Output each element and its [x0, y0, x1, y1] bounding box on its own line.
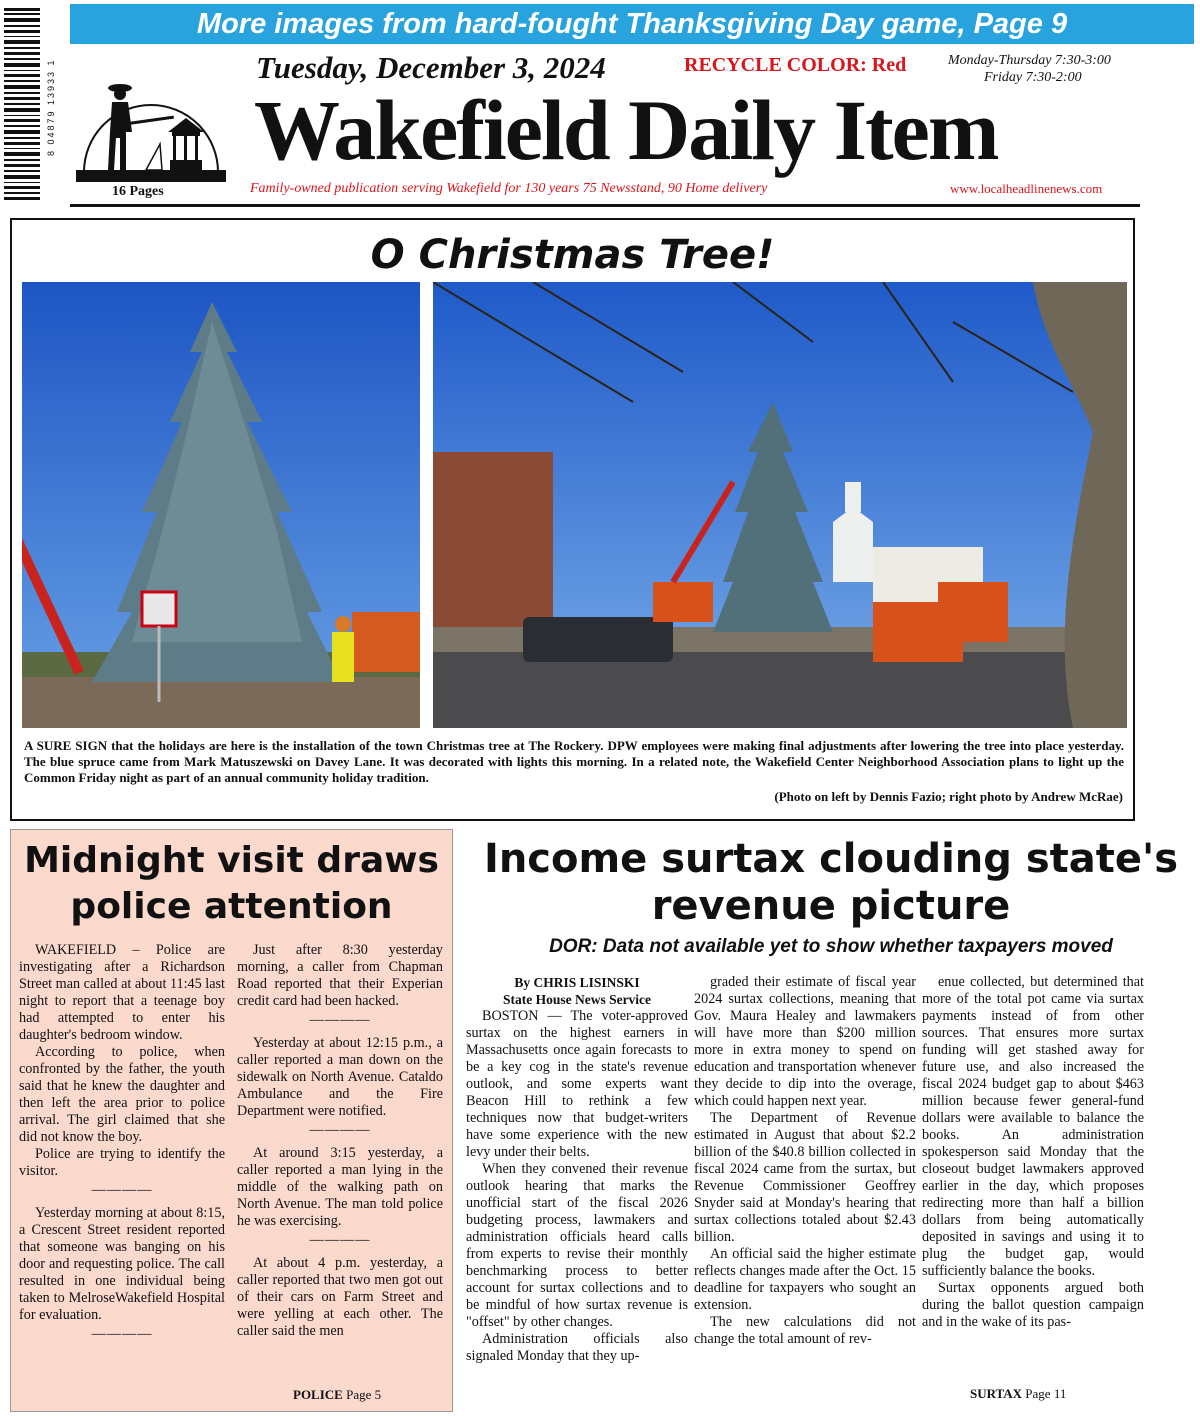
hours-weekday: Monday-Thursday 7:30-3:00 — [948, 53, 1111, 68]
jump-page: Page 11 — [1022, 1386, 1067, 1401]
police-column-1 — [19, 942, 225, 1349]
photo-credit: (Photo on left by Dennis Fazio; right photo by Andrew McRae) — [774, 789, 1123, 804]
byline-author: By CHRIS LISINSKI — [514, 975, 640, 990]
surtax-subhead: DOR: Data not available yet to show whether taxpayers moved — [549, 936, 1113, 957]
police-jump-link[interactable] — [293, 1387, 381, 1403]
issue-date: Tuesday, December 3, 2024 — [256, 50, 606, 85]
paragraph: At around 3:15 yesterday, a caller reported a man lying in the middle of the walking path on North Avenue. The man told police he was exercising. — [237, 1145, 443, 1229]
byline-service: State House News Service — [502, 992, 652, 1007]
paragraph: Administration officials also signaled Monday that they up- — [466, 1331, 688, 1364]
paragraph: Yesterday morning at about 8:15, a Crescent Street resident reported that someone was banging on his door and requesting police. The call resulted in one individual being taken to MelroseWakefield Hospital for evaluation. — [19, 1205, 225, 1323]
hours-friday: Friday 7:30-2:00 — [984, 70, 1082, 85]
separator: ———— — [309, 1232, 371, 1248]
jump-page: Page 5 — [342, 1387, 382, 1402]
surtax-column-1 — [466, 974, 688, 1365]
barcode — [4, 4, 58, 210]
website-link[interactable]: www.localheadlinenews.com — [950, 181, 1103, 196]
minuteman-logo — [76, 52, 226, 188]
feature-title: O Christmas Tree! — [370, 232, 775, 278]
surtax-column-3 — [922, 974, 1144, 1331]
jump-word: POLICE — [293, 1387, 343, 1402]
paragraph: Yesterday at about 12:15 p.m., a caller reported a man down on the sidewalk on North Avenue. Cataldo Ambulance and the Fire Department were notified. — [237, 1035, 443, 1119]
separator: ———— — [309, 1012, 371, 1028]
police-column-2 — [237, 942, 443, 1340]
tree-photo-left[interactable] — [22, 282, 420, 728]
paragraph: Surtax opponents argued both during the ballot question campaign and in the wake of its pas- — [922, 1280, 1144, 1330]
page-count: 16 Pages — [112, 184, 164, 199]
paragraph: The Department of Revenue estimated in August that about $2.2 billion of the $40.8 billion collected in fiscal 2024 came from the surtax, but Revenue Commissioner Geoffrey Snyder said at Monday's hearing that surtax collections totaled about $2.43 billion. — [694, 1110, 916, 1245]
paragraph: WAKEFIELD – Police are investigating after a Richardson Street man called at about 11:45 last night to report that a teenage boy had attempted to enter his daughter's bedroom window. — [19, 942, 225, 1043]
paragraph: Just after 8:30 yesterday morning, a caller from Chapman Road reported that their Experian credit card had been hacked. — [237, 942, 443, 1009]
top-banner[interactable]: More images from hard-fought Thanksgiving Day game, Page 9 — [70, 4, 1194, 44]
paragraph: enue collected, but determined that more of the total pot came via surtax payments instead of from other sources. That ensures more surtax funding will get stashed away for future use, and also increased the fiscal 2024 budget gap to about $463 million because fewer general-fund dollars were available to balance the books. An administration spokesperson said Monday that the closeout budget lawmakers approved earlier in the day, which proposes redirecting more than half a billion dollars from being automatically deposited in savings and using it to plug the budget gap, would sufficiently balance the books. — [922, 974, 1144, 1279]
separator: ———— — [91, 1182, 153, 1198]
surtax-headline[interactable]: Income surtax clouding state's revenue picture — [483, 836, 1179, 929]
paragraph: When they convened their revenue outlook hearing that marks the unofficial start of the fiscal 2026 budgeting process, lawmakers and administration officials heard calls from experts to revise their monthly benchmarking process to better account for surtax collections and to be mindful of how surtax revenue is "offset" by other changes. — [466, 1161, 688, 1330]
separator: ———— — [91, 1326, 153, 1342]
barcode-number: 8 04879 13933 1 — [46, 58, 56, 156]
photo-caption: A SURE SIGN that the holidays are here is the installation of the town Christmas tree at The Rockery. DPW employees were making final adjustments after lowering the tree into place yesterday. The blue spruce came from Mark Matuszewski on Davey Lane. It was decorated with lights this morning. In a related note, the Wakefield Center Neighborhood Association plans to light up the Common Friday night as part of an annual community holiday tradition. — [24, 738, 1124, 785]
masthead: Wakefield Daily Item — [254, 82, 998, 178]
paragraph: Police are trying to identify the visitor. — [19, 1146, 225, 1179]
paragraph: The new calculations did not change the total amount of rev- — [694, 1314, 916, 1347]
surtax-column-2 — [694, 974, 916, 1348]
masthead-rule — [70, 204, 1140, 207]
police-headline[interactable]: Midnight visit draws police attention — [24, 840, 439, 927]
paragraph: At about 4 p.m. yesterday, a caller reported that two men got out of their cars on Farm Street and were yelling at each other. The caller said the men — [237, 1255, 443, 1339]
tree-photo-right[interactable] — [433, 282, 1127, 728]
surtax-jump-link[interactable] — [970, 1386, 1066, 1402]
police-story — [10, 829, 453, 1412]
paragraph: According to police, when confronted by the father, the youth said that he knew the daughter and then left the area prior to police arrival. The girl claimed that she did not know the boy. — [19, 1044, 225, 1145]
jump-word: SURTAX — [970, 1386, 1023, 1401]
paragraph: graded their estimate of fiscal year 2024 surtax collections, meaning that Gov. Maura Healey and lawmakers will have more than $200 million more in extra money to spend on education and transportation whenever they decide to dip into the overage, which could happen next year. — [694, 974, 916, 1109]
tagline: Family-owned publication serving Wakefield for 130 years 75 Newsstand, 90 Home delivery — [250, 181, 768, 196]
separator: ———— — [309, 1122, 371, 1138]
barcode-bars — [4, 4, 44, 204]
feature-box — [10, 218, 1135, 821]
recycle-color: RECYCLE COLOR: Red — [684, 54, 907, 76]
paragraph: BOSTON — The voter-approved surtax on the highest earners in Massachusetts once again forecasts to be a key cog in the state's revenue outlook, and some experts want Beacon Hill to rethink a few techniques now that budget-writers have some experience with the new levy under their belts. — [466, 1008, 688, 1160]
paragraph: An official said the higher estimate reflects changes made after the Oct. 15 deadline for taxpayers who sought an extension. — [694, 1246, 916, 1313]
